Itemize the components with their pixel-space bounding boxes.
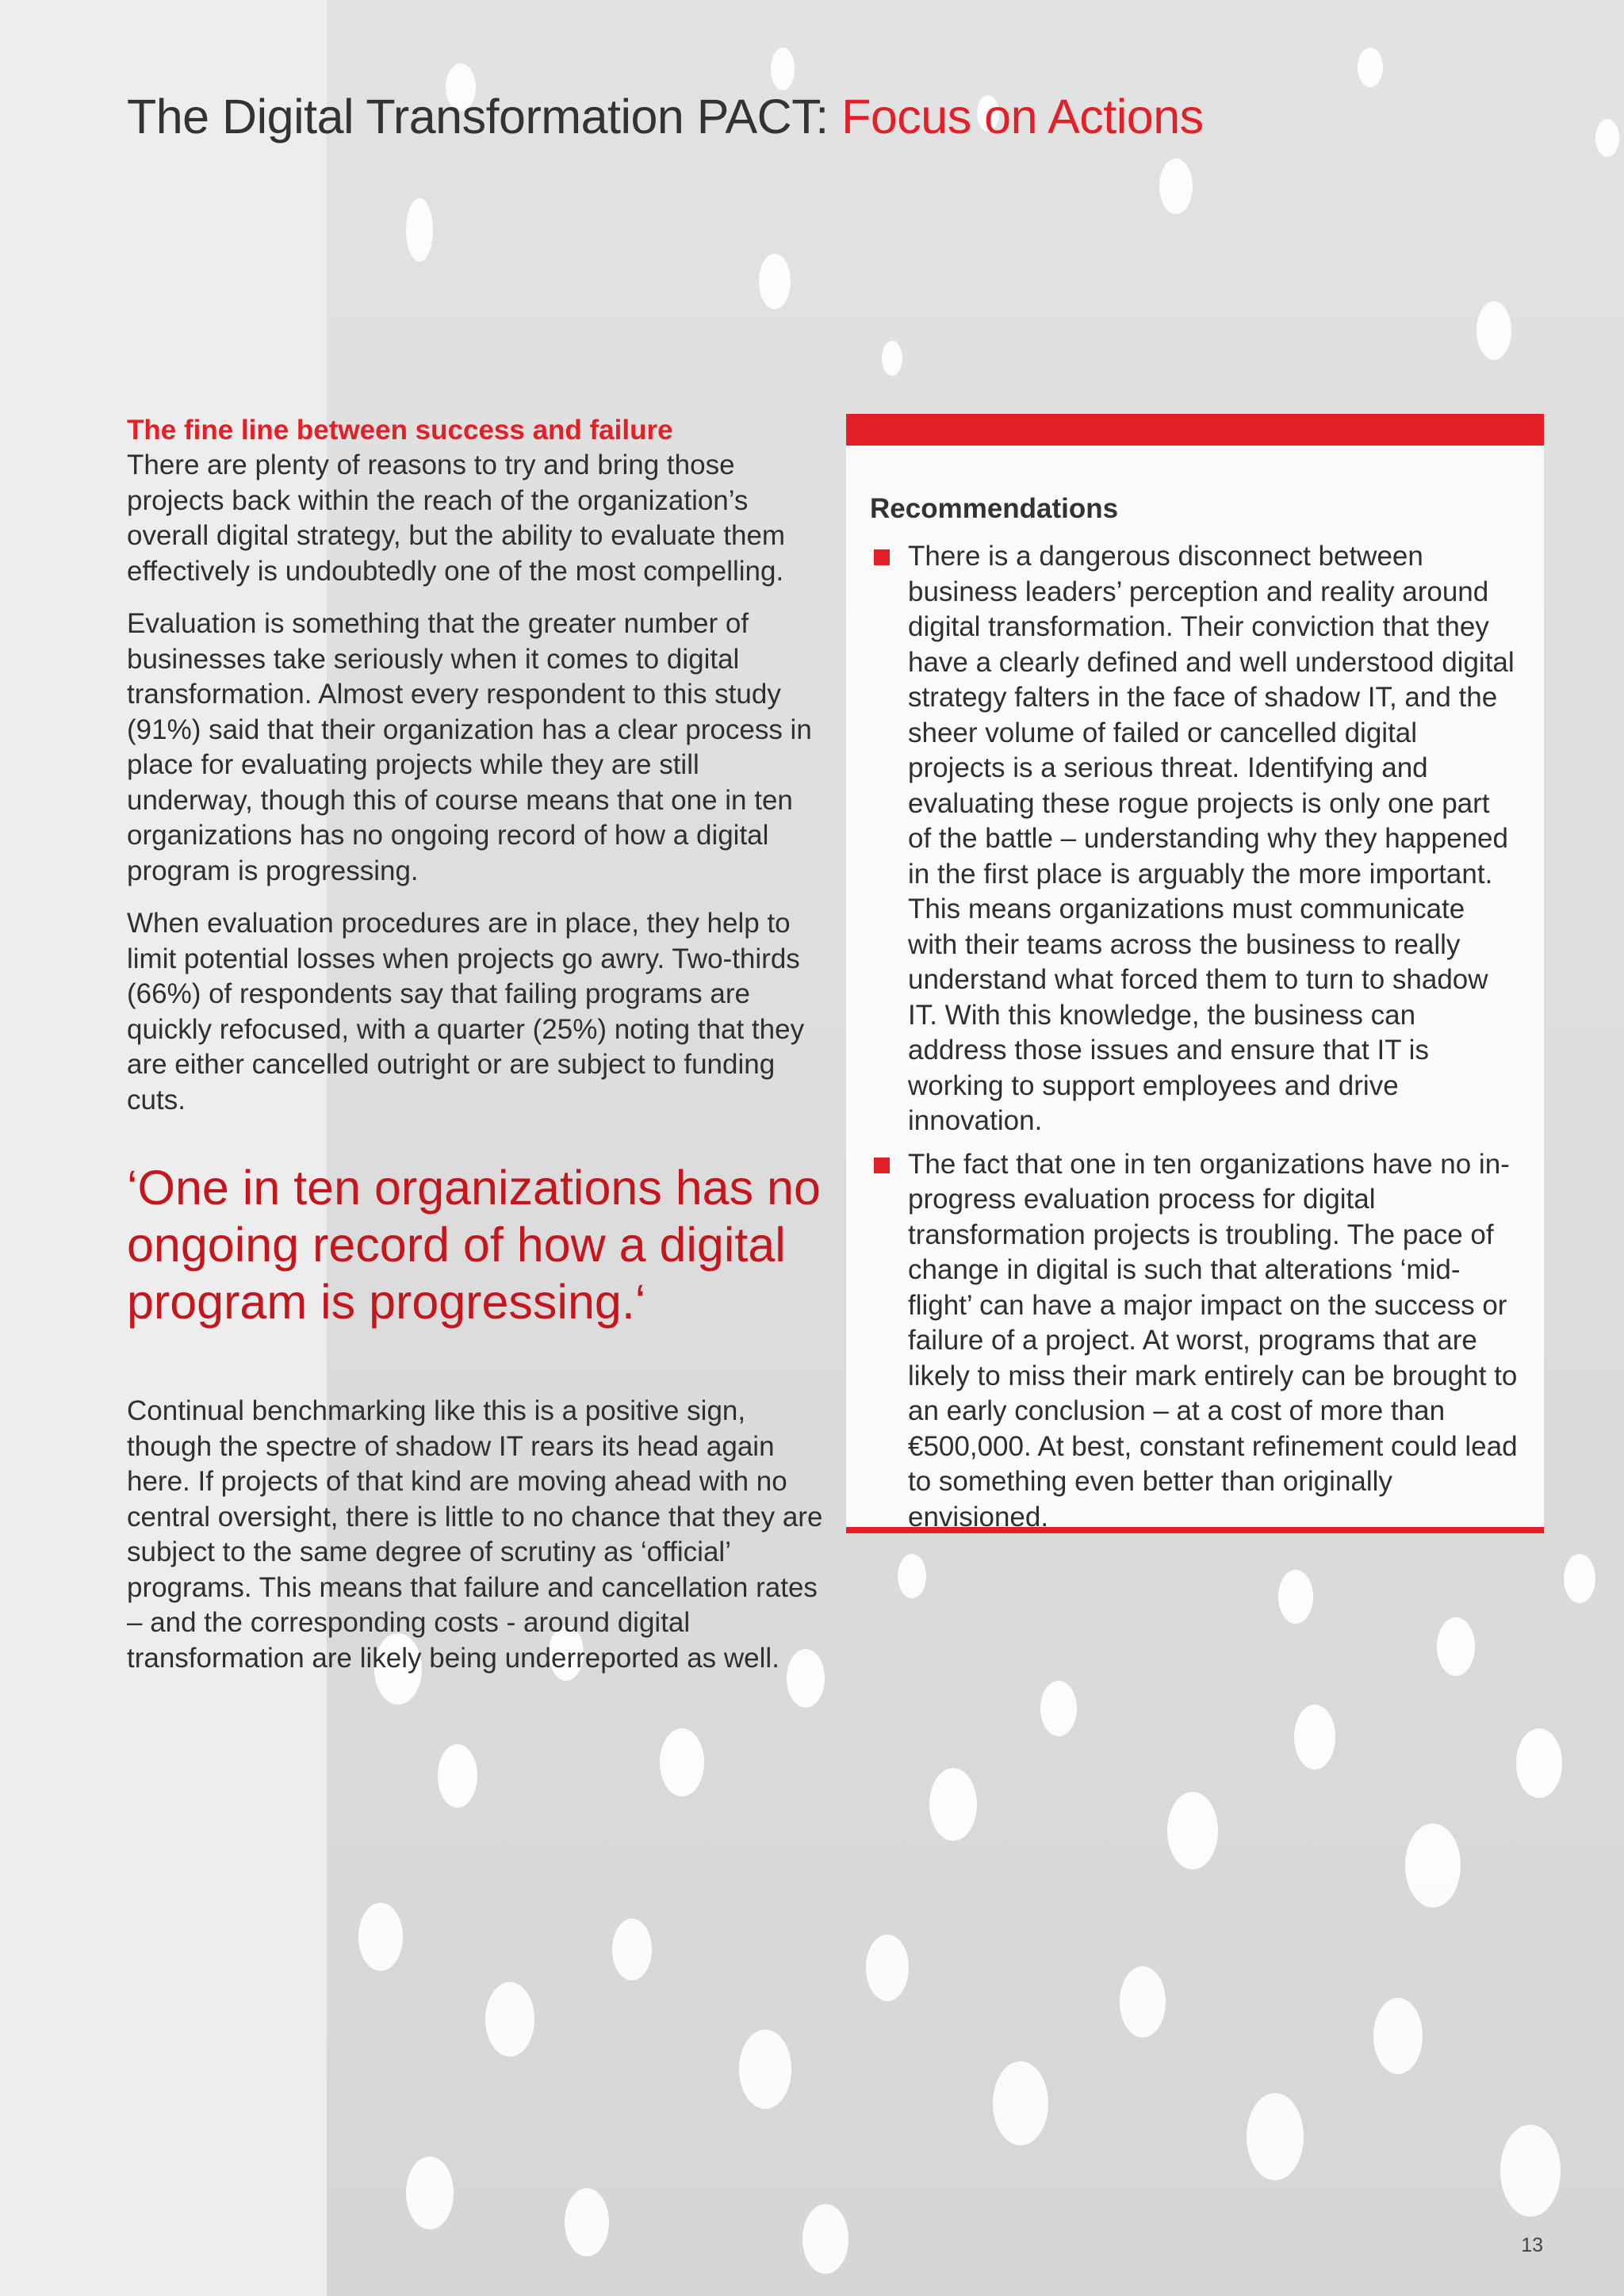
page-title-prefix: The Digital Transformation PACT: xyxy=(127,90,842,144)
page-title xyxy=(127,89,1475,144)
recommendation-item xyxy=(870,1147,1520,1536)
closing-paragraph: Continual benchmarking like this is a positive sign, though the spectre of shadow IT rears its head again here. If projects of that kind are moving ahead with no central oversight, there is little to no chance that they are subject to the same degree of scrutiny as ‘official’ programs. This means that failure and cancellation rates – and the corresponding costs - around digital transformation are likely being underreported as well. xyxy=(127,1395,823,1674)
main-article xyxy=(127,412,825,1693)
recommendation-text: The fact that one in ten organizations have no in-progress evaluation process for digital transformation projects is troubling. The pace of change in digital is such that alterations ‘mid-flight’ can have a major impact on the success or failure of a project. At worst, programs that are likely to miss their mark entirely can be brought to an early conclusion – at a cost of more than €500,000. At best, constant refinement could lead to something even better than originally envisioned. xyxy=(908,1148,1518,1533)
body-paragraph: There are plenty of reasons to try and bring those projects back within the reach of the organization’s overall digital strategy, but the ability to evaluate them effectively is undoubtedly one of the most compelling. xyxy=(127,450,786,587)
recommendation-text: There is a dangerous disconnect between business leaders’ perception and reality around digital transformation. Their conviction that they have a clearly defined and well understood digital strategy falters in the face of shadow IT, and the sheer volume of failed or cancelled digital projects is a serious threat. Identifying and evaluating these rogue projects is only one part of the battle – understanding why they happened in the first place is arguably the more important. This means organizations must communicate with their teams across the business to really understand what forced them to turn to shadow IT. With this knowledge, the business can address those issues and ensure that IT is working to support employees and drive innovation. xyxy=(908,541,1515,1136)
body-paragraph: Evaluation is something that the greater number of businesses take seriously when it comes to digital transformation. Almost every respondent to this study (91%) said that their organization has a clear process in place for evaluating projects while they are still underway, though this of course means that one in ten organizations has no ongoing record of how a digital program is progressing. xyxy=(127,608,812,886)
page-number: 13 xyxy=(1521,2234,1543,2256)
recommendation-item xyxy=(870,539,1520,1139)
square-bullet-icon xyxy=(874,1158,890,1173)
body-paragraph: When evaluation procedures are in place, they help to limit potential losses when projects go awry. Two-thirds (66%) of respondents say that failing programs are quickly refocused, with a quarter (25%) noting that they are either cancelled outright or are subject to funding cuts. xyxy=(127,908,805,1115)
section-heading: The fine line between success and failure xyxy=(127,415,673,446)
pull-quote: ‘One in ten organizations has no ongoing record of how a digital program is progressing.‘ xyxy=(127,1161,821,1329)
recommendations-list xyxy=(870,539,1520,1543)
recommendations-title: Recommendations xyxy=(870,493,1119,524)
square-bullet-icon xyxy=(874,549,890,565)
recommendations-box xyxy=(846,414,1544,1533)
page-title-accent: Focus on Actions xyxy=(841,90,1204,144)
